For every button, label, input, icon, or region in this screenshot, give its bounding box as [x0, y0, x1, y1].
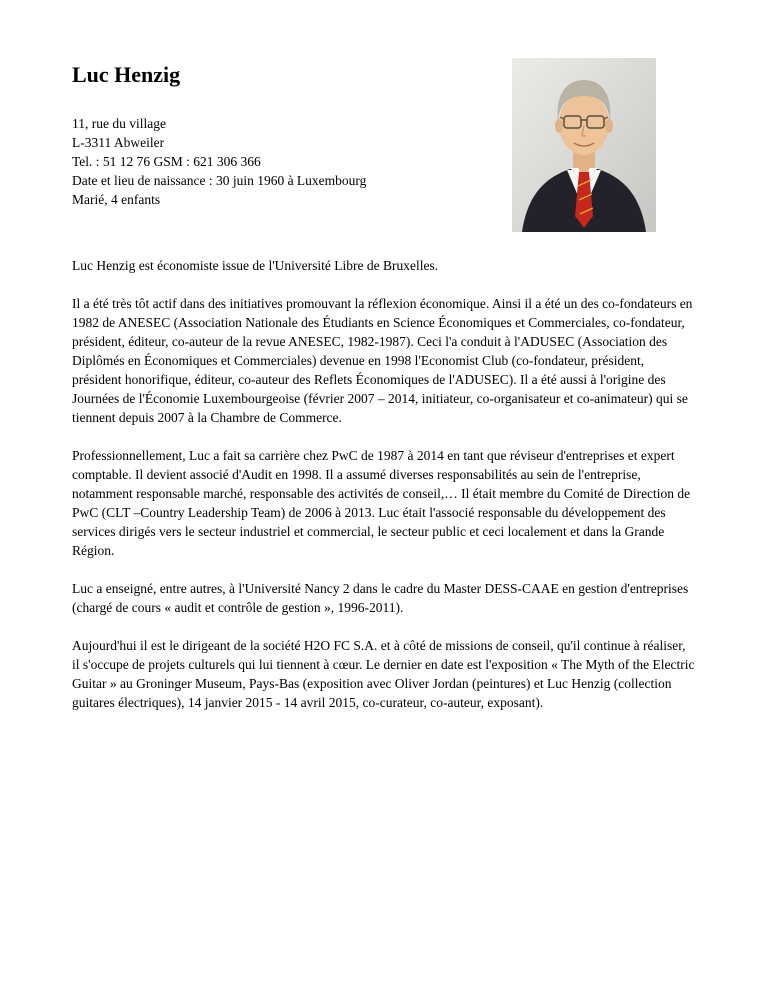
contact-line-phone: Tel. : 51 12 76 GSM : 621 306 366 [72, 154, 261, 170]
contact-line-address: 11, rue du village [72, 116, 166, 132]
contact-line-family: Marié, 4 enfants [72, 192, 161, 208]
bio-section [72, 256, 696, 712]
portrait-illustration [512, 58, 656, 232]
page-title: Luc Henzig [72, 62, 181, 87]
bio-paragraph-current: Aujourd'hui il est le dirigeant de la société H2O FC S.A. et à côté de missions de conseil, qu'il continue à réaliser, il s'occupe de projets culturels qui lui tiennent à cœur. Le dernier en date est l'exposition « The Myth of the Electric Guitar » au Groninger Museum, Pays-Bas (exposition avec Oliver Jordan (peintures) et Luc Henzig (collection guitares électriques), 14 janvier 2015 - 14 avril 2015, co-curateur, co-auteur, exposant). [72, 638, 695, 711]
bio-paragraph-career: Professionnellement, Luc a fait sa carrière chez PwC de 1987 à 2014 en tant que réviseur d'entreprises et expert comptable. Il devient associé d'Audit en 1998. Il a assumé diverses responsabilités au sein de l'entreprise, notamment responsable marché, responsable des activités de conseil,… Il était membre du Comité de Direction de PwC (CLT –Country Leadership Team) de 2006 à 2013. Luc était l'associé responsable du développement des services dirigés vers le secteur industriel et commercial, le secteur public et ceci localement et dans la Grande Région. [72, 448, 691, 559]
bio-paragraph-associations: Il a été très tôt actif dans des initiatives promouvant la réflexion économique. Ainsi il a été un des co-fondateurs en 1982 de ANESEC (Association Nationale des Étudiants en Science Économiques et Commerciales, co-fondateur, président, éditeur, co-auteur de la revue ANESEC, 1982-1987). Ceci l'a conduit à l'ADUSEC (Association des Diplômés en Économiques et Commerciales) devenue en 1998 l'Economist Club (co-fondateur, président, président honorifique, éditeur, co-auteur des Reflets Économiques de l'ADUSEC). Il a été aussi à l'origine des Journées de l'Économie Luxembourgeoise (février 2007 – 2014, initiateur, co-organisateur et co-animateur) qui se tiennent depuis 2007 à la Chambre de Commerce. [72, 296, 693, 426]
contact-line-city: L-3311 Abweiler [72, 135, 165, 151]
contact-line-birth: Date et lieu de naissance : 30 juin 1960 à Luxembourg [72, 173, 367, 189]
bio-paragraph-intro: Luc Henzig est économiste issue de l'Université Libre de Bruxelles. [72, 258, 439, 274]
bio-paragraph-teaching: Luc a enseigné, entre autres, à l'Université Nancy 2 dans le cadre du Master DESS-CAAE en gestion d'entreprises (chargé de cours « audit et contrôle de gestion », 1996-2011). [72, 581, 689, 616]
portrait-photo [512, 58, 656, 232]
